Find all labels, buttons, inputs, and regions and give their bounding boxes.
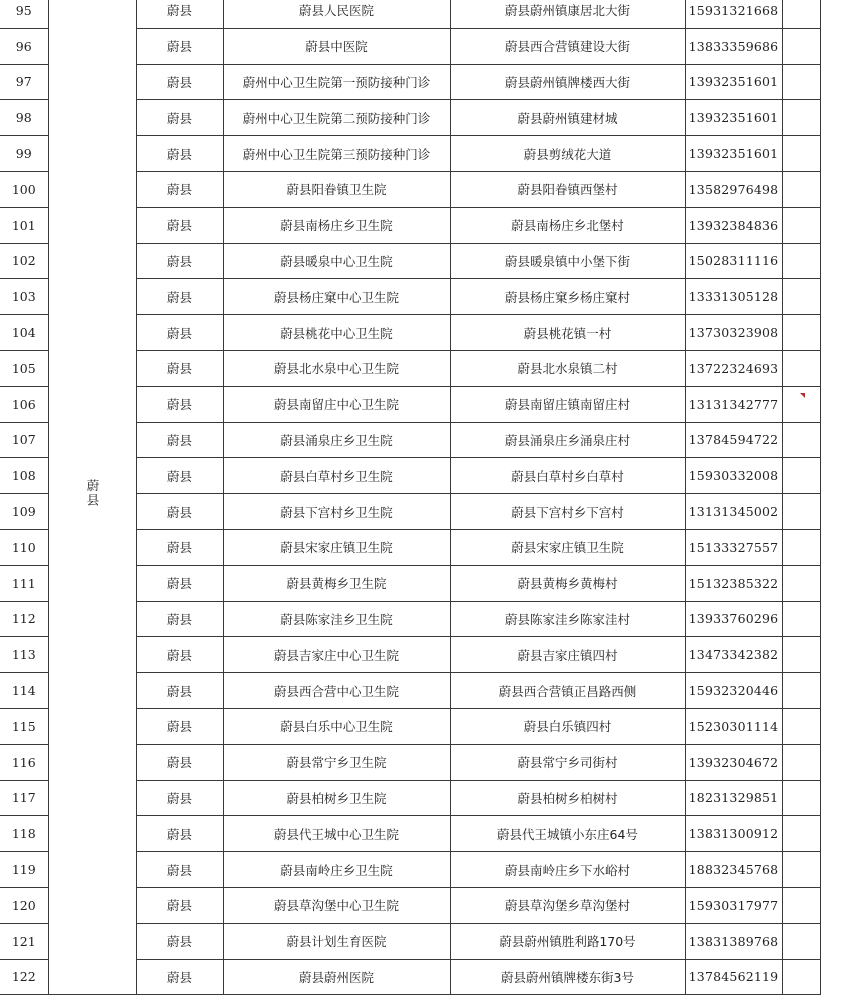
row-number: 99 [0,136,48,172]
row-number: 107 [0,422,48,458]
address-cell: 蔚县剪绒花大道 [450,136,685,172]
phone-cell: 18832345768 [685,852,782,888]
blank-cell [782,601,820,637]
facility-name-cell: 蔚县宋家庄镇卫生院 [223,529,450,565]
address-cell: 蔚县西合营镇建设大街 [450,28,685,64]
facility-name-cell: 蔚县蔚州医院 [223,959,450,995]
phone-cell: 13131342777 [685,386,782,422]
phone-cell: 15133327557 [685,529,782,565]
row-number: 114 [0,673,48,709]
blank-cell [782,458,820,494]
address-cell: 蔚县下宫村乡下宫村 [450,494,685,530]
phone-cell: 13784562119 [685,959,782,995]
blank-cell [782,350,820,386]
row-number: 118 [0,816,48,852]
county-cell: 蔚县 [136,64,223,100]
address-cell: 蔚县陈家洼乡陈家洼村 [450,601,685,637]
phone-cell: 13932351601 [685,136,782,172]
blank-cell [782,637,820,673]
blank-cell [782,887,820,923]
county-cell: 蔚县 [136,279,223,315]
phone-cell: 13932304672 [685,744,782,780]
county-cell: 蔚县 [136,28,223,64]
address-cell: 蔚县杨庄窠乡杨庄窠村 [450,279,685,315]
row-number: 119 [0,852,48,888]
facility-name-cell: 蔚县涌泉庄乡卫生院 [223,422,450,458]
facility-name-cell: 蔚州中心卫生院第三预防接种门诊 [223,136,450,172]
blank-cell [782,100,820,136]
row-number: 111 [0,565,48,601]
county-cell: 蔚县 [136,171,223,207]
address-cell: 蔚县代王城镇小东庄64号 [450,816,685,852]
blank-cell [782,64,820,100]
address-cell: 蔚县南杨庄乡北堡村 [450,207,685,243]
row-number: 110 [0,529,48,565]
facility-name-cell: 蔚县人民医院 [223,0,450,28]
facility-name-cell: 蔚县常宁乡卫生院 [223,744,450,780]
address-cell: 蔚县黄梅乡黄梅村 [450,565,685,601]
phone-cell: 13833359686 [685,28,782,64]
facility-name-cell: 蔚县计划生育医院 [223,923,450,959]
address-cell: 蔚县白乐镇四村 [450,708,685,744]
facility-name-cell: 蔚县北水泉中心卫生院 [223,350,450,386]
blank-cell [782,673,820,709]
facility-name-cell: 蔚县杨庄窠中心卫生院 [223,279,450,315]
facility-name-cell: 蔚县西合营中心卫生院 [223,673,450,709]
county-cell: 蔚县 [136,243,223,279]
facility-name-cell: 蔚县桃花中心卫生院 [223,315,450,351]
county-cell: 蔚县 [136,136,223,172]
phone-cell: 18231329851 [685,780,782,816]
facility-name-cell: 蔚县南杨庄乡卫生院 [223,207,450,243]
row-number: 97 [0,64,48,100]
address-cell: 蔚县草沟堡乡草沟堡村 [450,887,685,923]
facility-name-cell: 蔚县草沟堡中心卫生院 [223,887,450,923]
row-number: 103 [0,279,48,315]
facility-name-cell: 蔚县白乐中心卫生院 [223,708,450,744]
facility-name-cell: 蔚县柏树乡卫生院 [223,780,450,816]
blank-cell [782,315,820,351]
facility-name-cell: 蔚州中心卫生院第一预防接种门诊 [223,64,450,100]
blank-cell [782,529,820,565]
county-cell: 蔚县 [136,923,223,959]
blank-cell [782,136,820,172]
address-cell: 蔚县南岭庄乡下水峪村 [450,852,685,888]
row-number: 101 [0,207,48,243]
row-number: 98 [0,100,48,136]
blank-cell [782,28,820,64]
address-cell: 蔚县桃花镇一村 [450,315,685,351]
address-cell: 蔚县吉家庄镇四村 [450,637,685,673]
county-cell: 蔚县 [136,207,223,243]
row-number: 100 [0,171,48,207]
county-cell: 蔚县 [136,780,223,816]
county-cell: 蔚县 [136,422,223,458]
facility-name-cell: 蔚县黄梅乡卫生院 [223,565,450,601]
phone-cell: 13831300912 [685,816,782,852]
facility-name-cell: 蔚县南留庄中心卫生院 [223,386,450,422]
facility-name-cell: 蔚县阳眷镇卫生院 [223,171,450,207]
blank-cell [782,422,820,458]
row-number: 105 [0,350,48,386]
county-cell: 蔚县 [136,959,223,995]
blank-cell [782,0,820,28]
facility-name-cell: 蔚县陈家洼乡卫生院 [223,601,450,637]
county-cell: 蔚县 [136,816,223,852]
county-cell: 蔚县 [136,744,223,780]
address-cell: 蔚县宋家庄镇卫生院 [450,529,685,565]
row-number: 120 [0,887,48,923]
phone-cell: 15930332008 [685,458,782,494]
phone-cell: 13131345002 [685,494,782,530]
facility-name-cell: 蔚县代王城中心卫生院 [223,816,450,852]
phone-cell: 13932351601 [685,64,782,100]
row-number: 117 [0,780,48,816]
blank-cell [782,386,820,422]
phone-cell: 15132385322 [685,565,782,601]
facility-name-cell: 蔚州中心卫生院第二预防接种门诊 [223,100,450,136]
county-cell: 蔚县 [136,673,223,709]
phone-cell: 15230301114 [685,708,782,744]
row-number: 108 [0,458,48,494]
phone-cell: 13784594722 [685,422,782,458]
address-cell: 蔚县常宁乡司街村 [450,744,685,780]
row-number: 96 [0,28,48,64]
blank-cell [782,816,820,852]
address-cell: 蔚县西合营镇正昌路西侧 [450,673,685,709]
phone-cell: 13582976498 [685,171,782,207]
county-cell: 蔚县 [136,529,223,565]
address-cell: 蔚县蔚州镇胜利路170号 [450,923,685,959]
phone-cell: 13473342382 [685,637,782,673]
county-cell: 蔚县 [136,494,223,530]
row-number: 109 [0,494,48,530]
row-number: 104 [0,315,48,351]
address-cell: 蔚县蔚州镇牌楼西大街 [450,64,685,100]
facility-name-cell: 蔚县吉家庄中心卫生院 [223,637,450,673]
address-cell: 蔚县南留庄镇南留庄村 [450,386,685,422]
table-row [0,0,820,28]
phone-cell: 15931321668 [685,0,782,28]
county-cell: 蔚县 [136,887,223,923]
cell-comment-marker [800,393,805,398]
address-cell: 蔚县柏树乡柏树村 [450,780,685,816]
blank-cell [782,243,820,279]
row-number: 102 [0,243,48,279]
blank-cell [782,494,820,530]
address-cell: 蔚县阳眷镇西堡村 [450,171,685,207]
facility-name-cell: 蔚县下宫村乡卫生院 [223,494,450,530]
county-cell: 蔚县 [136,637,223,673]
facility-name-cell: 蔚县中医院 [223,28,450,64]
address-cell: 蔚县白草村乡白草村 [450,458,685,494]
phone-cell: 13730323908 [685,315,782,351]
phone-cell: 13331305128 [685,279,782,315]
address-cell: 蔚县北水泉镇二村 [450,350,685,386]
county-cell: 蔚县 [136,100,223,136]
blank-cell [782,780,820,816]
facility-name-cell: 蔚县暖泉中心卫生院 [223,243,450,279]
address-cell: 蔚县涌泉庄乡涌泉庄村 [450,422,685,458]
blank-cell [782,852,820,888]
blank-cell [782,171,820,207]
county-cell: 蔚县 [136,0,223,28]
phone-cell: 15028311116 [685,243,782,279]
phone-cell: 13932384836 [685,207,782,243]
county-cell: 蔚县 [136,350,223,386]
row-number: 106 [0,386,48,422]
row-number: 116 [0,744,48,780]
phone-cell: 13933760296 [685,601,782,637]
address-cell: 蔚县暖泉镇中小堡下街 [450,243,685,279]
blank-cell [782,565,820,601]
facility-name-cell: 蔚县南岭庄乡卫生院 [223,852,450,888]
county-cell: 蔚县 [136,852,223,888]
phone-cell: 15932320446 [685,673,782,709]
row-number: 121 [0,923,48,959]
address-cell: 蔚县蔚州镇牌楼东街3号 [450,959,685,995]
row-number: 113 [0,637,48,673]
row-number: 95 [0,0,48,28]
county-cell: 蔚县 [136,601,223,637]
blank-cell [782,959,820,995]
county-cell: 蔚县 [136,386,223,422]
blank-cell [782,744,820,780]
row-number: 122 [0,959,48,995]
merged-county-cell: 蔚县 [48,0,136,995]
blank-cell [782,923,820,959]
phone-cell: 15930317977 [685,887,782,923]
county-cell: 蔚县 [136,315,223,351]
blank-cell [782,708,820,744]
county-cell: 蔚县 [136,458,223,494]
county-cell: 蔚县 [136,708,223,744]
blank-cell [782,207,820,243]
row-number: 112 [0,601,48,637]
facility-name-cell: 蔚县白草村乡卫生院 [223,458,450,494]
phone-cell: 13831389768 [685,923,782,959]
address-cell: 蔚县蔚州镇建材城 [450,100,685,136]
blank-cell [782,279,820,315]
address-cell: 蔚县蔚州镇康居北大街 [450,0,685,28]
row-number: 115 [0,708,48,744]
phone-cell: 13932351601 [685,100,782,136]
phone-cell: 13722324693 [685,350,782,386]
county-cell: 蔚县 [136,565,223,601]
